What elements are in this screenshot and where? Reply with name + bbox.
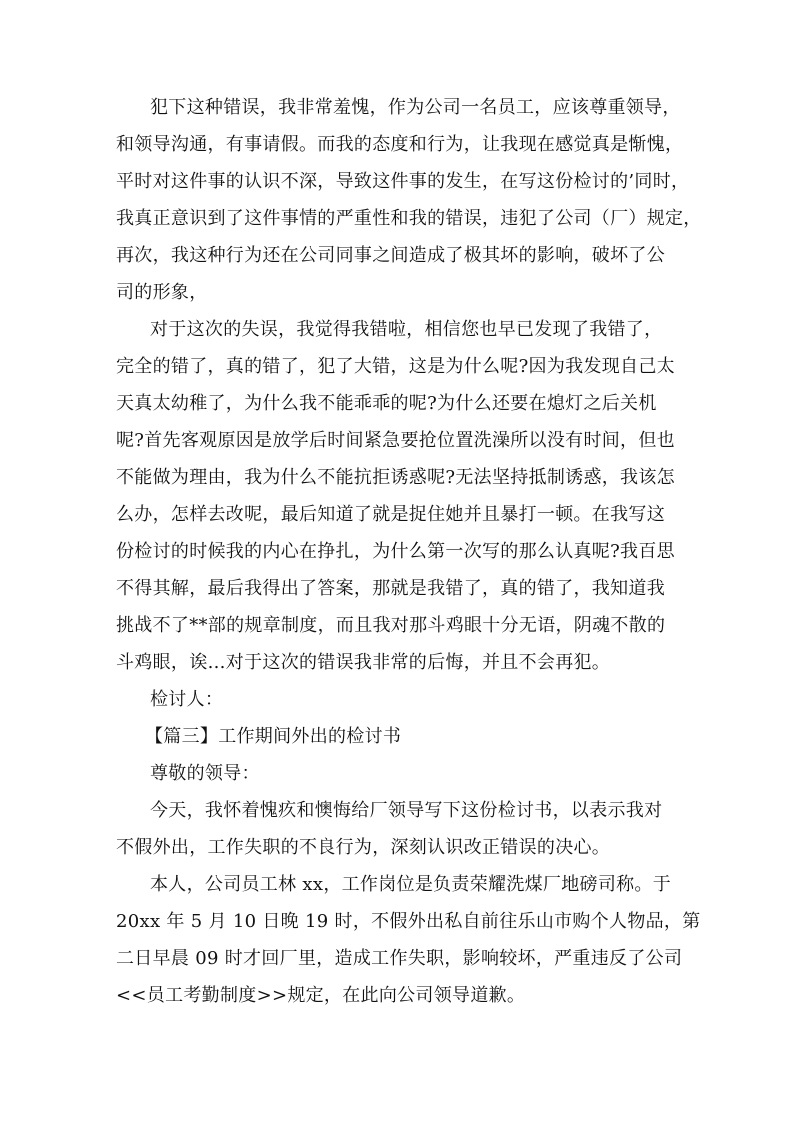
signature-label: 检讨人： <box>150 689 224 710</box>
paragraph-2-line-1: 对于这次的失误，我觉得我错啦，相信您也早已发现了我错了， <box>150 319 663 340</box>
paragraph-4-line-3: 二日早晨 09 时才回厂里，造成工作失职，影响较坏，严重违反了公司 <box>116 948 683 969</box>
paragraph-3-line-1: 今天，我怀着愧疚和懊悔给厂领导写下这份检讨书，以表示我对 <box>150 800 663 821</box>
paragraph-3-line-2: 不假外出，工作失职的不良行为，深刻认识改正错误的决心。 <box>116 837 611 858</box>
paragraph-2-line-3: 天真太幼稚了，为什么我不能乖乖的呢?为什么还要在熄灯之后关机 <box>116 393 657 414</box>
paragraph-1-line-2: 和领导沟通，有事请假。而我的态度和行为，让我现在感觉真是惭愧， <box>116 134 684 155</box>
paragraph-2-line-10: 斗鸡眼，诶…对于这次的错误我非常的后悔，并且不会再犯。 <box>116 652 611 673</box>
paragraph-1-line-1: 犯下这种错误，我非常羞愧，作为公司一名员工，应该尊重领导， <box>150 97 681 118</box>
paragraph-2-line-2: 完全的错了，真的错了，犯了大错，这是为什么呢?因为我发现自己太 <box>116 356 675 377</box>
paragraph-2-line-6: 么办，怎样去改呢，最后知道了就是捉住她并且暴打一顿。在我写这 <box>116 504 665 525</box>
paragraph-1-line-5: 再次，我这种行为还在公司同事之间造成了极其坏的影响，破坏了公 <box>116 245 665 266</box>
paragraph-4-line-2: 20xx 年 5 月 10 日晚 19 时，不假外出私自前往乐山市购个人物品，第 <box>116 911 701 932</box>
paragraph-4-line-4: <<员工考勤制度>>规定，在此向公司领导道歉。 <box>116 985 526 1006</box>
paragraph-2-line-7: 份检讨的时候我的内心在挣扎，为什么第一次写的那么认真呢?我百思 <box>116 541 675 562</box>
paragraph-1-line-6: 司的形象， <box>116 282 208 303</box>
salutation: 尊敬的领导： <box>150 763 260 784</box>
paragraph-1-line-4: 我真正意识到了这件事情的严重性和我的错误，违犯了公司（厂）规定， <box>116 208 702 229</box>
paragraph-2-line-9: 挑战不了**部的规章制度，而且我对那斗鸡眼十分无语，阴魂不散的 <box>116 615 666 636</box>
paragraph-2-line-5: 不能做为理由，我为什么不能抗拒诱惑呢?无法坚持抵制诱惑，我该怎 <box>116 467 675 488</box>
paragraph-1-line-3: 平时对这件事的认识不深，导致这件事的发生，在写这份检讨的’同时， <box>116 171 690 192</box>
section-heading: 【篇三】工作期间外出的检讨书 <box>145 726 402 747</box>
paragraph-4-line-1: 本人，公司员工林 xx，工作岗位是负责荣耀洗煤厂地磅司称。于 <box>150 874 672 895</box>
paragraph-2-line-4: 呢?首先客观原因是放学后时间紧急要抢位置洗澡所以没有时间，但也 <box>116 430 675 451</box>
paragraph-2-line-8: 不得其解，最后我得出了答案，那就是我错了，真的错了，我知道我 <box>116 578 665 599</box>
